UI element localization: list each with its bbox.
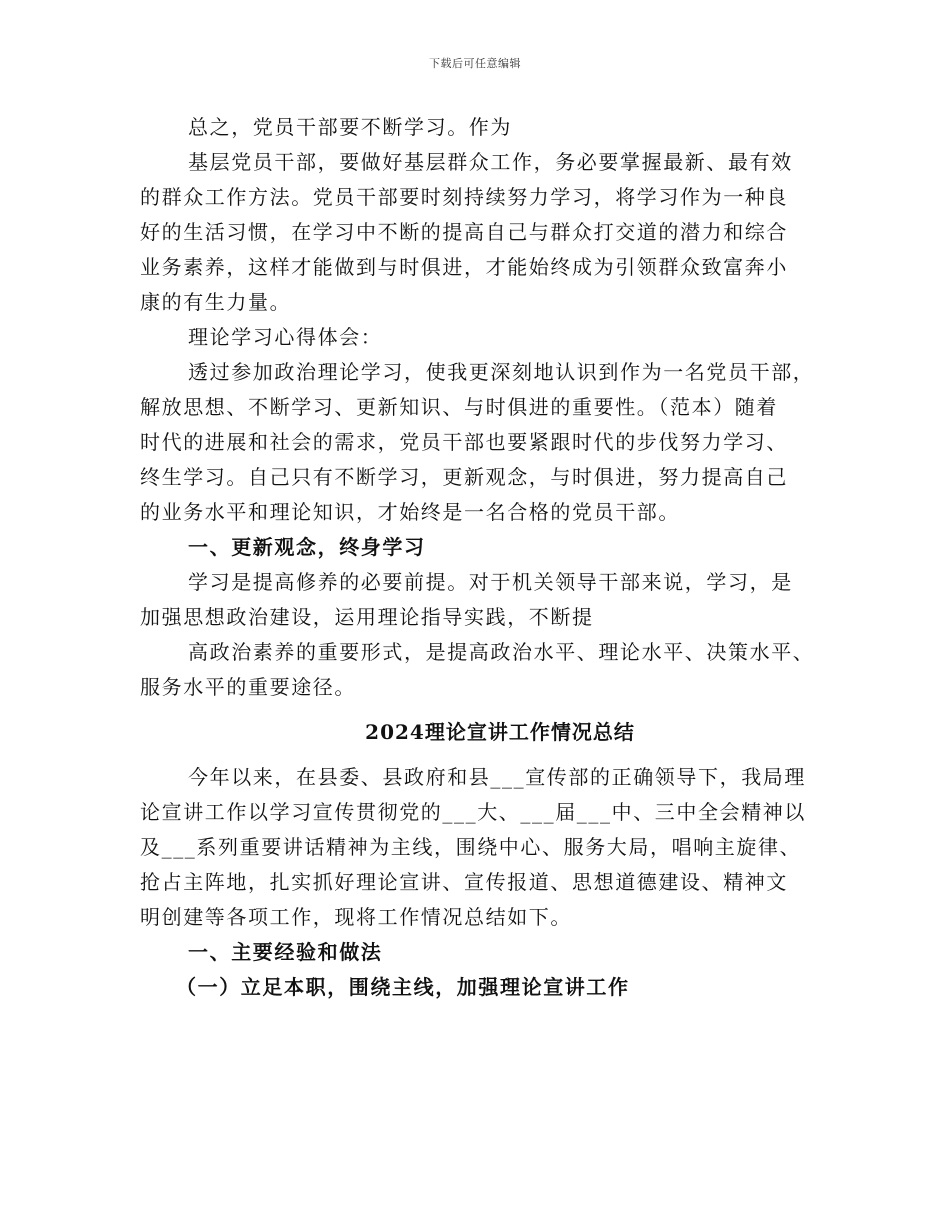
document-body — [140, 110, 820, 1005]
paragraph-line: 抢占主阵地，扎实抓好理论宣讲、宣传报道、思想道德建设、精神文 — [140, 870, 788, 894]
paragraph-line: 总之，党员干部要不断学习。作为 — [188, 115, 512, 139]
paragraph-line: 透过参加政治理论学习，使我更深刻地认识到作为一名党员干部， — [188, 360, 815, 384]
paragraph-line: 明创建等各项工作，现将工作情况总结如下。 — [140, 905, 572, 929]
section-heading: 一、主要经验和做法 — [188, 940, 383, 964]
paragraph-line: 今年以来，在县委、县政府和县___宣传部的正确领导下，我局理 — [188, 765, 806, 789]
paragraph-line: 论宣讲工作以学习宣传贯彻党的___大、___届___中、三中全会精神以 — [140, 800, 806, 824]
paragraph-line: 解放思想、不断学习、更新知识、与时俱进的重要性。（范本）随着 — [140, 395, 778, 419]
paragraph-line: 加强思想政治建设，运用理论指导实践，不断提 — [140, 605, 594, 629]
header-note: 下载后可任意编辑 — [429, 57, 521, 70]
paragraph-line: 服务水平的重要途径。 — [140, 675, 356, 699]
paragraph-line: 及___系列重要讲话精神为主线，围绕中心、服务大局，唱响主旋律、 — [140, 835, 802, 859]
paragraph-line: 业务素养，这样才能做到与时俱进，才能始终成为引领群众致富奔小 — [140, 255, 788, 279]
paragraph-line: 终生学习。自己只有不断学习，更新观念，与时俱进，努力提高自己 — [140, 465, 788, 489]
document-title: 2024理论宣讲工作情况总结 — [365, 720, 635, 744]
section-heading: 一、更新观念，终身学习 — [188, 535, 426, 559]
paragraph-line: 基层党员干部，要做好基层群众工作，务必要掌握最新、最有效 — [188, 150, 793, 174]
paragraph-line: 时代的进展和社会的需求，党员干部也要紧跟时代的步伐努力学习、 — [140, 430, 788, 454]
paragraph-line: 的业务水平和理论知识，才始终是一名合格的党员干部。 — [140, 500, 680, 524]
section-heading: 理论学习心得体会： — [188, 325, 383, 349]
paragraph-line: 康的有生力量。 — [140, 290, 292, 314]
paragraph-line: 的群众工作方法。党员干部要时刻持续努力学习，将学习作为一种良 — [140, 185, 788, 209]
paragraph-line: 好的生活习惯，在学习中不断的提高自己与群众打交道的潜力和综合 — [140, 220, 788, 244]
paragraph-line: 高政治素养的重要形式，是提高政治水平、理论水平、决策水平、 — [188, 640, 815, 664]
subsection-heading: （一）立足本职，围绕主线，加强理论宣讲工作 — [176, 975, 630, 999]
paragraph-line: 学习是提高修养的必要前提。对于机关领导干部来说，学习，是 — [188, 570, 793, 594]
